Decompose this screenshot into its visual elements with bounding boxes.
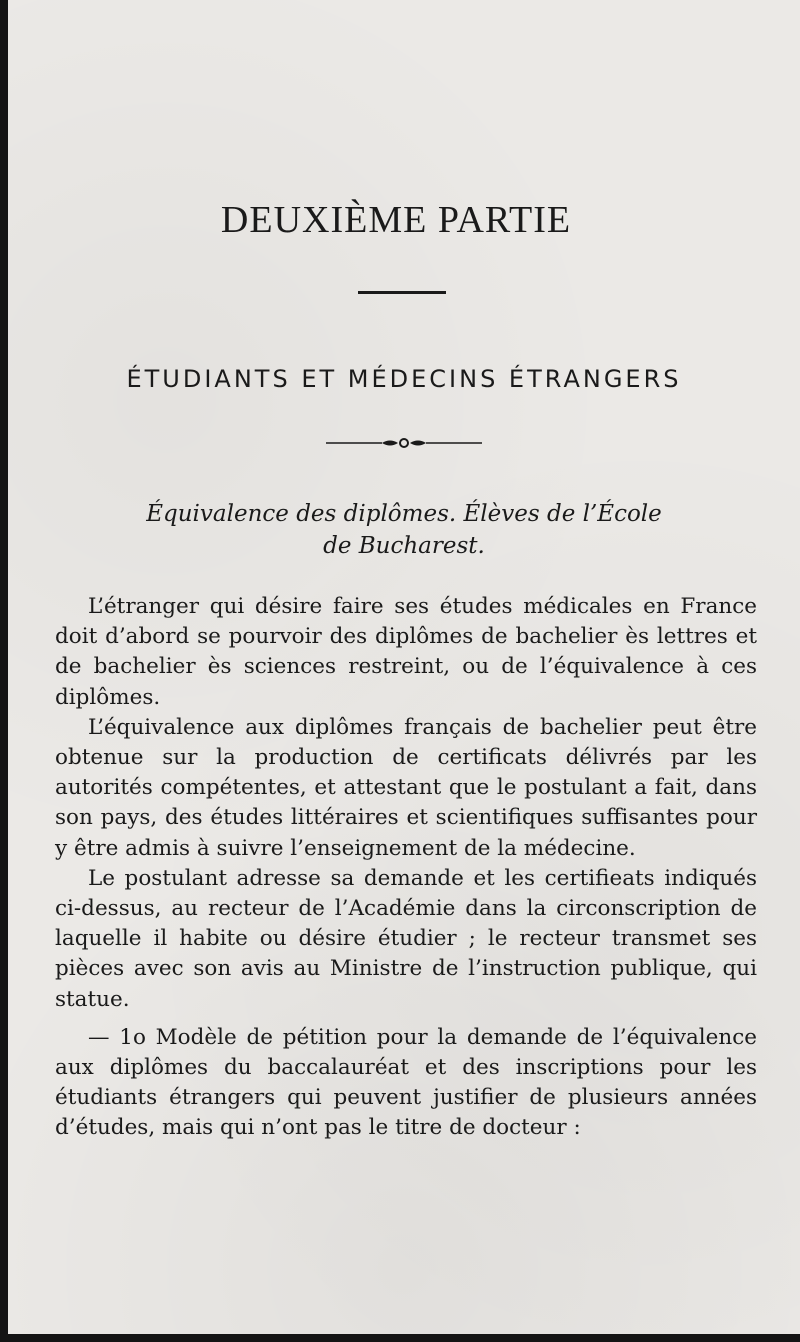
paragraph-1: L’étranger qui désire faire ses études médicales en France doit d’abord se pourvoir des diplômes de bachelier ès lettres et de bachelier ès sciences restreint, ou de l’équivalence à ces diplômes.: [55, 594, 757, 710]
subheading: [8, 498, 800, 562]
subheading-line-2: de Bucharest.: [323, 533, 485, 559]
title-rule: [358, 291, 446, 294]
subheading-line-1: Équivalence des diplômes. Élèves de l’École: [146, 501, 662, 527]
paragraph-4: — 1o Modèle de pétition pour la demande de l’équivalence aux diplômes du baccalauréat et des inscriptions pour les étudiants étrangers qui peuvent justifier de plusieurs années d’études, mais qui n’ont pas le titre de docteur :: [55, 1024, 757, 1141]
book-page: [8, 0, 800, 1334]
paragraph-2: L’équivalence aux diplômes français de bachelier peut être obtenue sur la production de certificats délivrés par les autorités compétentes, et attestant que le postulant a fait, dans son pays, des études littéraires et scientifiques suffisantes pour y être admis à suivre l’enseignement de la médecine.: [55, 714, 757, 861]
ornament-divider: [324, 432, 484, 454]
body-text: [55, 592, 757, 1144]
section-title: ÉTUDIANTS ET MÉDECINS ÉTRANGERS: [126, 365, 682, 393]
part-title: DEUXIÈME PARTIE: [220, 199, 572, 241]
paragraph-3: Le postulant adresse sa demande et les certifieats indiqués ci-dessus, au recteur de l’Académie dans la circonscription de laquelle il habite ou désire étudier ; le recteur transmet ses pièces avec son avis au Ministre de l’instruction publique, qui statue.: [55, 865, 757, 1012]
